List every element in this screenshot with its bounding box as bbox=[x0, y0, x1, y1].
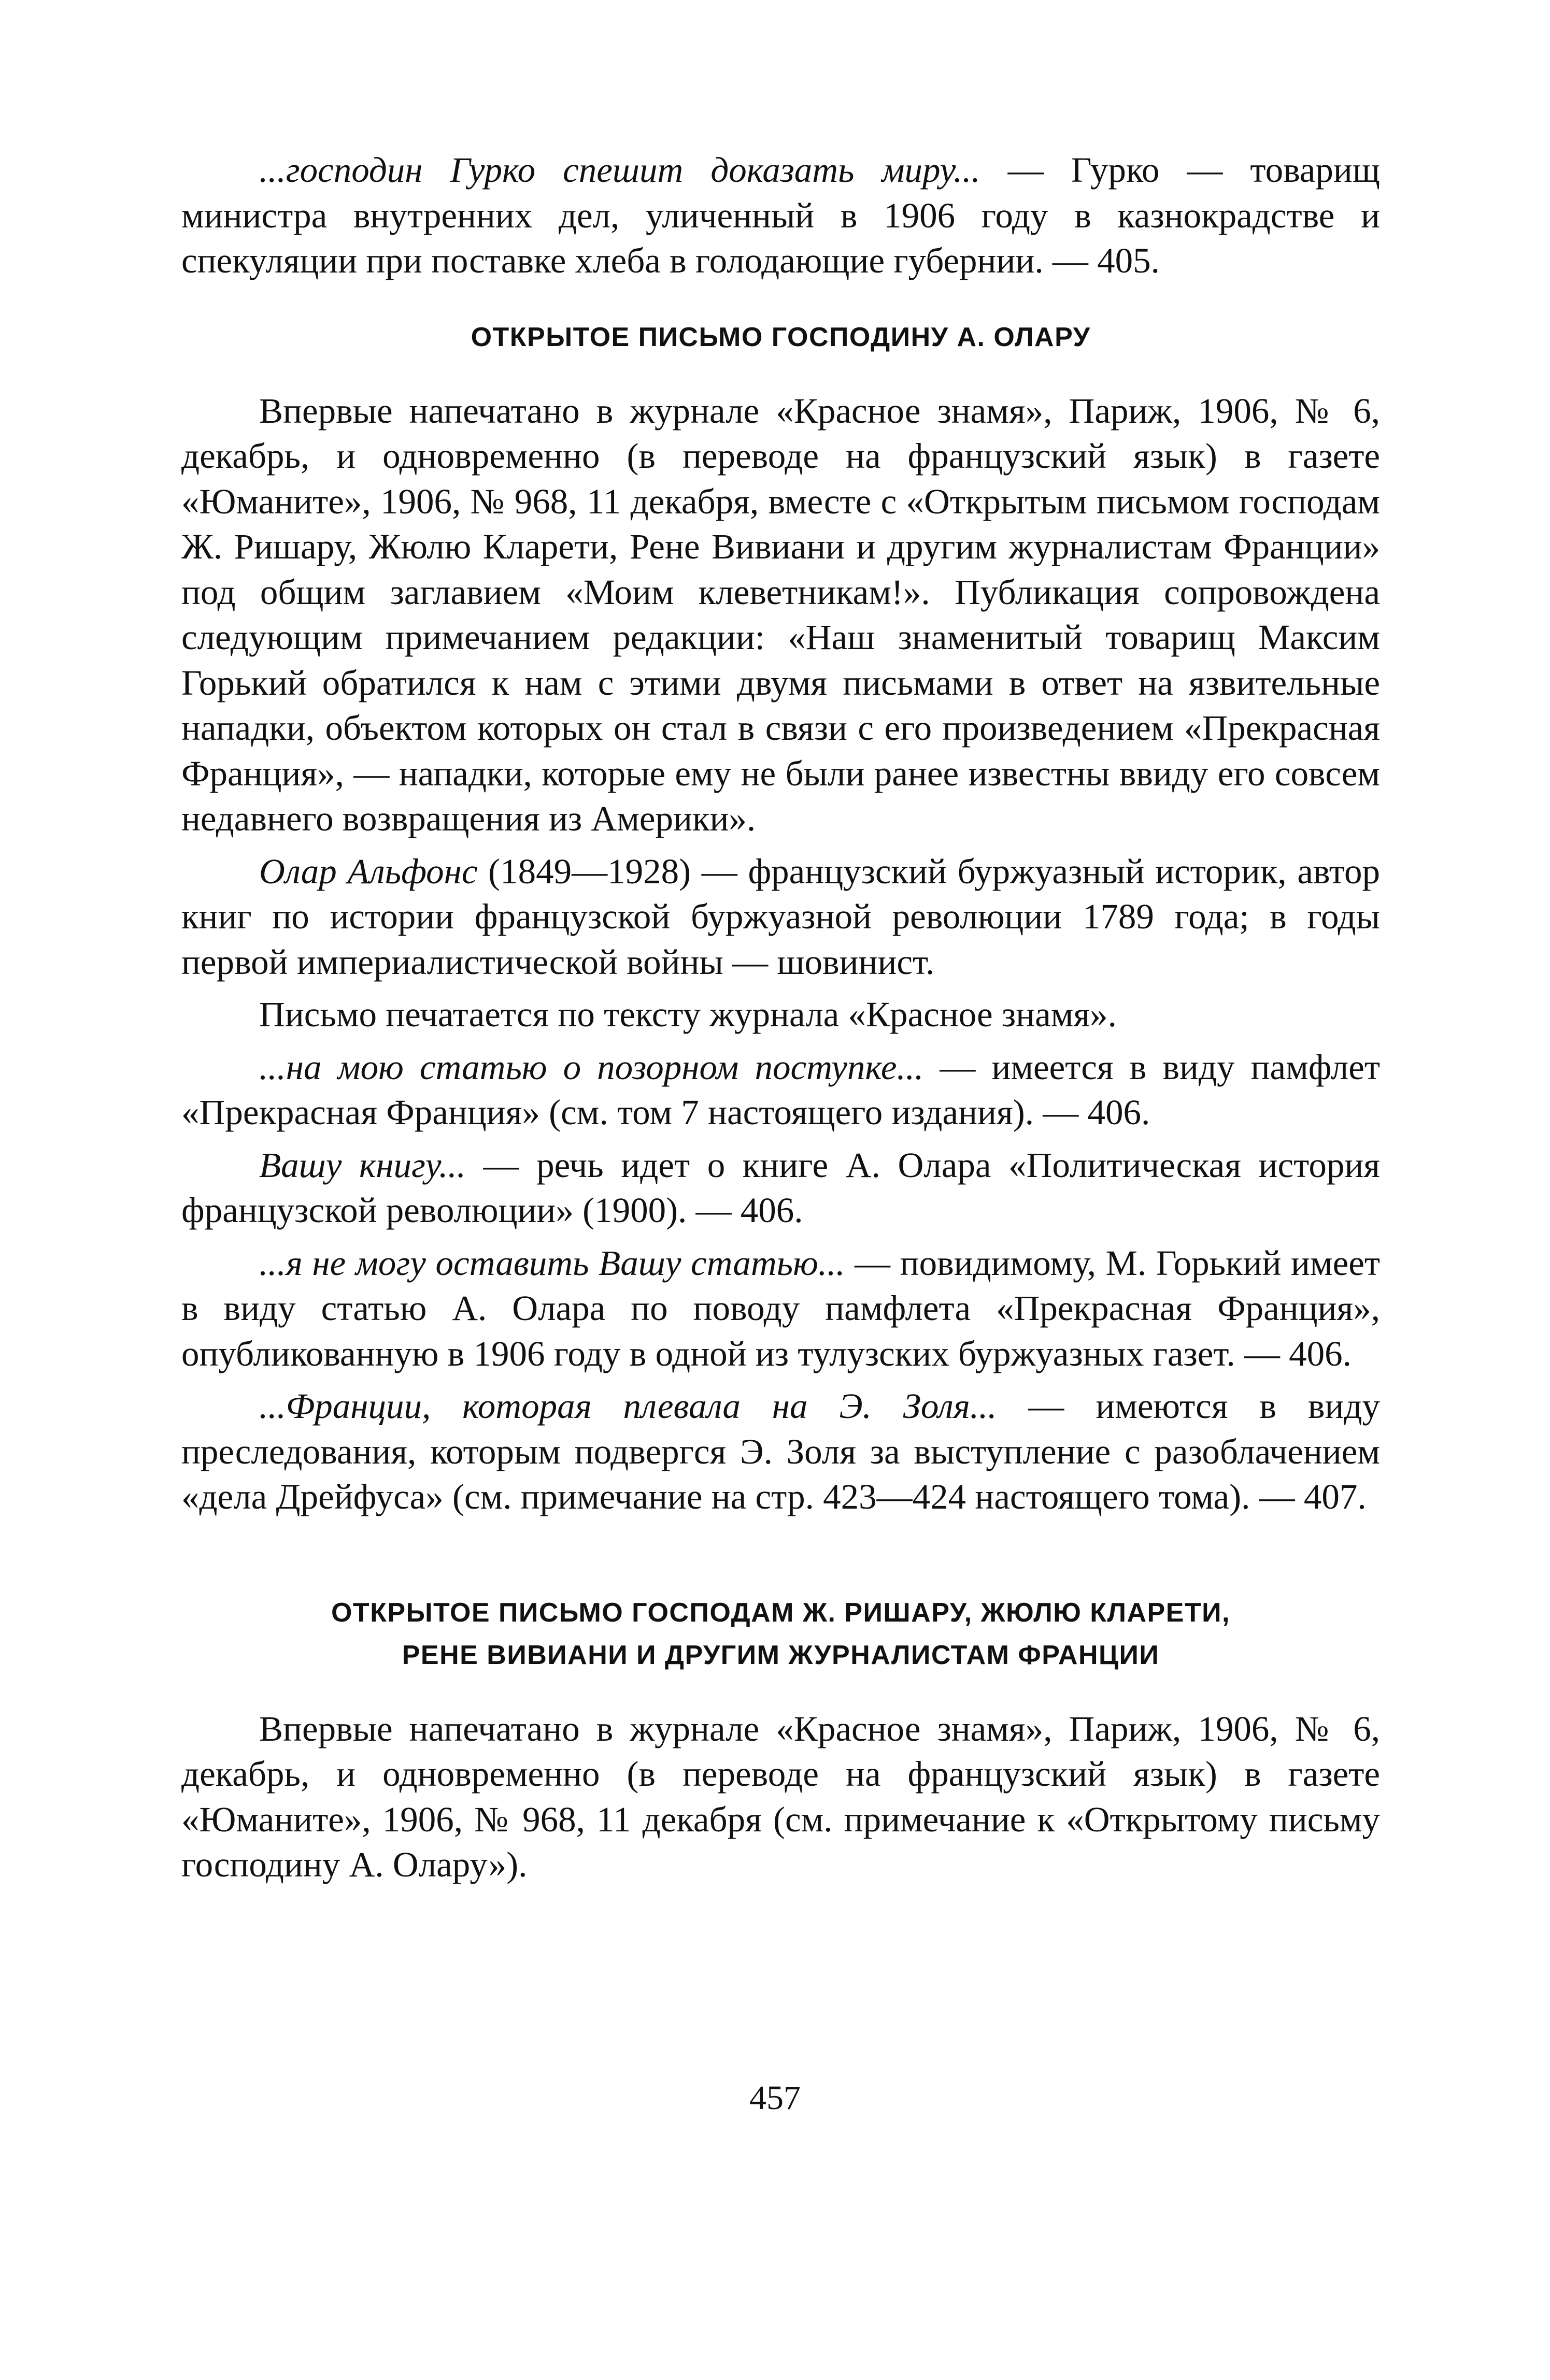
note-your-book-text: — речь идет о книге А. Олара «Политическая история французской революции» (1900). — 406. bbox=[181, 1145, 1380, 1230]
section-heading-journalists bbox=[181, 1592, 1380, 1676]
note-shameful-act bbox=[181, 1045, 1380, 1136]
section-heading-journalists-line1: ОТКРЫТОЕ ПИСЬМО ГОСПОДАМ Ж. РИШАРУ, ЖЮЛЮ КЛАРЕТИ, bbox=[331, 1597, 1231, 1628]
note-zola-quote: ...Франции, которая плевала на Э. Золя... bbox=[259, 1386, 997, 1426]
note-aulard-bio-name: Олар Альфонс bbox=[259, 851, 478, 891]
note-zola bbox=[181, 1384, 1380, 1520]
page-number: 457 bbox=[749, 2079, 801, 2117]
note-gurko bbox=[181, 148, 1380, 284]
paragraph-journalists-publication: Впервые напечатано в журнале «Красное знамя», Париж, 1906, № 6, декабрь, и одновременно (в переводе на французский язык) в газете «Юманите», 1906, № 968, 11 декабря (см. примечание к «Открытому письму господину А. Олару»). bbox=[181, 1709, 1380, 1884]
paragraph-source-text: Письмо печатается по тексту журнала «Красное знамя». bbox=[259, 995, 1117, 1034]
note-aulard-bio-text: (1849—1928) — французский буржуазный историк, автор книг по истории французской буржуазной революции 1789 года; в годы первой империалистической войны — шовинист. bbox=[181, 851, 1380, 982]
note-gurko-text: — Гурко — товарищ министра внутренних дел, уличенный в 1906 году в казнокрадстве и спекуляции при поставке хлеба в голодающие губернии. — 405. bbox=[181, 150, 1380, 280]
note-your-article-quote: ...я не могу оставить Вашу статью... bbox=[259, 1243, 845, 1283]
note-zola-text: — имеются в виду преследования, которым подвергся Э. Золя за выступление с разоблачением «дела Дрейфуса» (см. примечание на стр. 423—424 настоящего тома). — 407. bbox=[181, 1386, 1380, 1516]
note-your-article-text: — повидимому, М. Горький имеет в виду статью А. Олара по поводу памфлета «Прекрасная Франция», опубликованную в 1906 году в одной из тулузских буржуазных газет. — 406. bbox=[181, 1243, 1380, 1373]
note-your-article bbox=[181, 1241, 1380, 1377]
note-your-book-quote: Вашу книгу... bbox=[259, 1145, 466, 1185]
section-heading-journalists-line2: РЕНЕ ВИВИАНИ И ДРУГИМ ЖУРНАЛИСТАМ ФРАНЦИИ bbox=[402, 1640, 1160, 1670]
note-shameful-act-text: — имеется в виду памфлет «Прекрасная Франция» (см. том 7 настоящего издания). — 406. bbox=[181, 1047, 1380, 1132]
note-gurko-quote: ...господин Гурко спешит доказать миру... bbox=[259, 150, 980, 190]
note-aulard-bio bbox=[181, 849, 1380, 985]
paragraph-first-publication: Впервые напечатано в журнале «Красное знамя», Париж, 1906, № 6, декабрь, и одновременно (в переводе на французский язык) в газете «Юманите», 1906, № 968, 11 декабря, вместе с «Открытым письмом господам Ж. Ришару, Жюлю Кларети, Рене Вивиани и другим журналистам Франции» под общим заглавием «Моим клеветникам!». Публикация сопровождена следующим примечанием редакции: «Наш знаменитый товарищ Максим Горький обратился к нам с этими двумя письмами в ответ на язвительные нападки, объектом которых он стал в связи с его произведением «Прекрасная Франция», — нападки, которые ему не были ранее известны ввиду его совсем недавнего возвращения из Америки». bbox=[181, 391, 1380, 838]
section-heading-aulard: ОТКРЫТОЕ ПИСЬМО ГОСПОДИНУ А. ОЛАРУ bbox=[471, 322, 1091, 352]
note-your-book bbox=[181, 1143, 1380, 1234]
note-shameful-act-quote: ...на мою статью о позорном поступке... bbox=[259, 1047, 924, 1087]
